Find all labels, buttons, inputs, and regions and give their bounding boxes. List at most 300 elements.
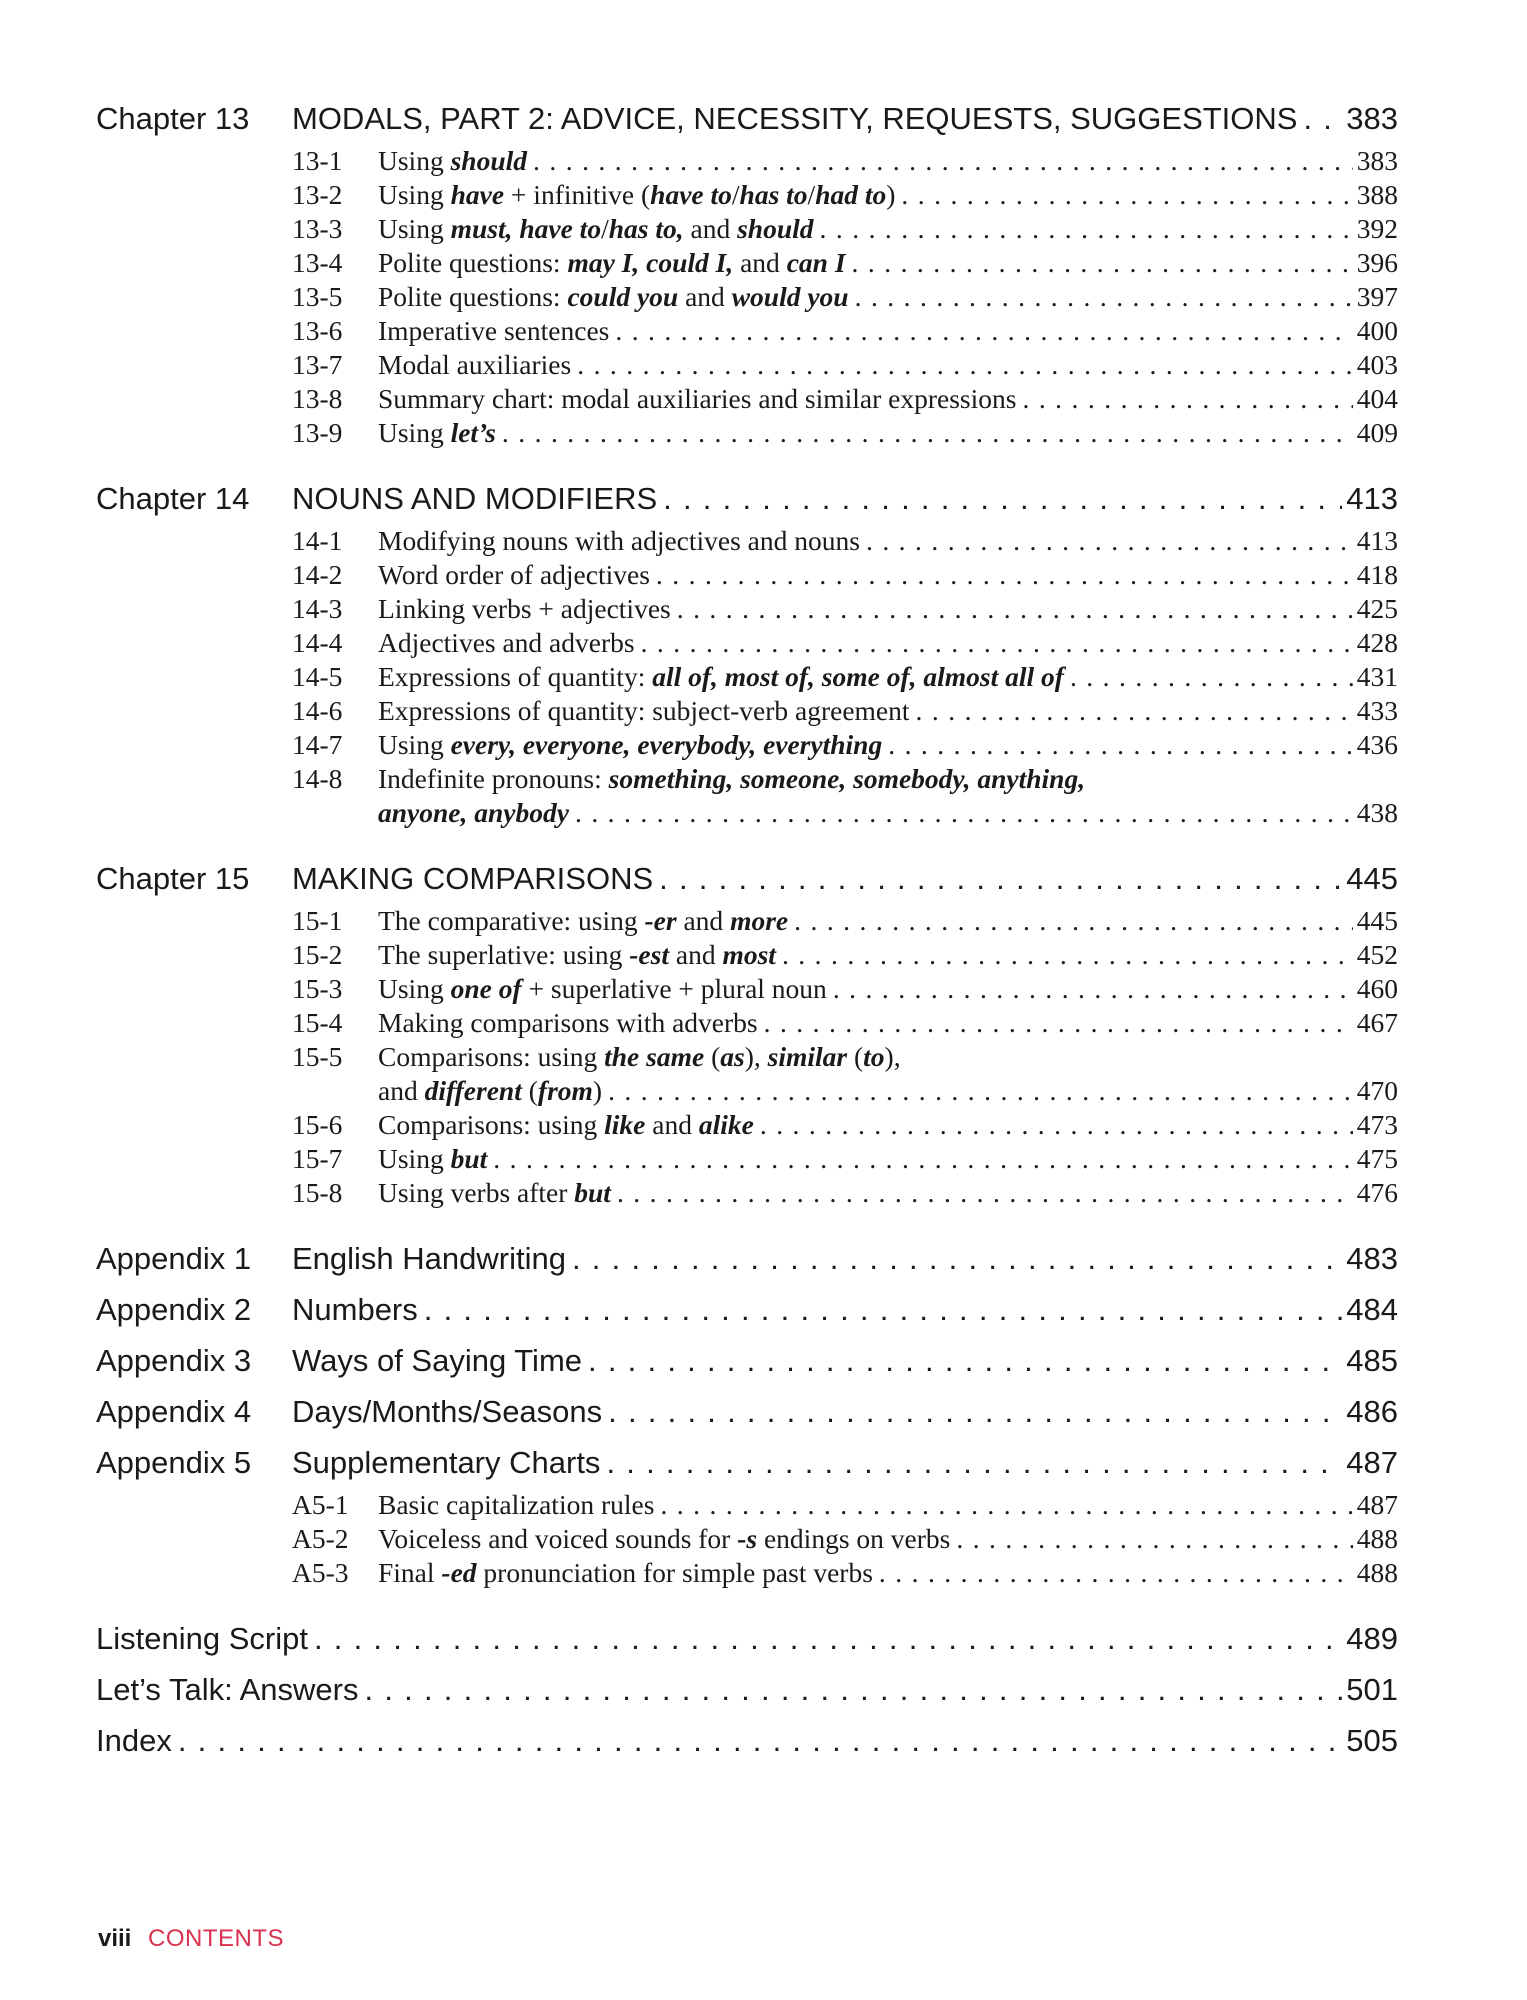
section-title [378, 904, 794, 938]
emphasis-term [451, 973, 522, 1004]
title-text: Summary chart: modal auxiliaries and similar expressions [378, 383, 1017, 414]
entry-label: Appendix 4 [96, 1394, 252, 1429]
title-text: and [678, 281, 732, 312]
title-text: Basic capitalization rules [378, 1489, 655, 1520]
dot-leader [606, 1444, 1342, 1482]
entry-heading[interactable] [96, 1240, 1398, 1278]
emphasis-term [451, 729, 883, 760]
section-list [292, 524, 1398, 830]
section-entry[interactable] [292, 938, 1398, 972]
section-number: 14-6 [292, 695, 343, 726]
section-entry[interactable] [292, 246, 1398, 280]
emphasis-italic: may I, could I, [567, 247, 734, 278]
section-number: 15-2 [292, 939, 343, 970]
entry-page-number: 489 [1346, 1621, 1398, 1656]
section-page-number: 452 [1356, 939, 1398, 970]
section-number: 15-3 [292, 973, 343, 1004]
dot-leader [663, 480, 1342, 518]
dot-leader [572, 1240, 1342, 1278]
section-page-number: 431 [1356, 661, 1398, 692]
chapter-heading[interactable] [96, 860, 1398, 898]
emphasis-term [451, 213, 602, 244]
section-number: 14-3 [292, 593, 343, 624]
dot-leader [577, 348, 1353, 382]
title-text: pronunciation for simple past verbs [476, 1557, 873, 1588]
section-title [378, 1176, 617, 1210]
title-text: Modal auxiliaries [378, 349, 572, 380]
title-text: The comparative: using [378, 905, 645, 936]
section-list [292, 904, 1398, 1210]
section-title [378, 416, 502, 450]
section-entry-continued[interactable] [292, 796, 1398, 830]
footer-section-label: CONTENTS [148, 1925, 285, 1952]
dot-leader [502, 416, 1353, 450]
dot-leader [1303, 100, 1342, 138]
emphasis-italic: -est [629, 939, 669, 970]
section-entry[interactable] [292, 1522, 1398, 1556]
emphasis-italic: different [424, 1075, 522, 1106]
section-number: 15-7 [292, 1143, 343, 1174]
emphasis-term [730, 905, 788, 936]
title-text: / [601, 213, 609, 244]
emphasis-term [740, 179, 808, 210]
section-title [378, 144, 533, 178]
dot-leader [588, 1342, 1342, 1380]
emphasis-italic: must, have to [450, 213, 602, 244]
emphasis-italic: every, everyone, everybody, everything [450, 729, 883, 760]
section-entry[interactable] [292, 728, 1398, 762]
section-title [378, 212, 820, 246]
appendix-block [96, 1291, 1398, 1329]
section-number: 14-8 [292, 763, 343, 794]
section-entry[interactable] [292, 1176, 1398, 1210]
title-text: and [645, 1109, 699, 1140]
entry-label: Chapter 13 [96, 101, 250, 136]
dot-leader [608, 1074, 1353, 1108]
emphasis-term [451, 179, 504, 210]
entry-title: Numbers [292, 1292, 418, 1327]
title-text: Comparisons: using [378, 1109, 605, 1140]
entry-heading[interactable] [96, 1444, 1398, 1482]
title-text: and [733, 247, 787, 278]
emphasis-term [720, 1041, 744, 1072]
section-page-number: 467 [1356, 1007, 1398, 1038]
dot-leader [659, 860, 1342, 898]
dot-leader [820, 212, 1353, 246]
section-page-number: 475 [1356, 1143, 1398, 1174]
entry-title: Index [96, 1723, 172, 1758]
section-title [378, 694, 916, 728]
title-text: ( [521, 1075, 538, 1106]
emphasis-term [604, 1041, 704, 1072]
section-title [378, 626, 641, 660]
chapter-block [96, 480, 1398, 830]
section-entry[interactable] [292, 1006, 1398, 1040]
section-page-number: 413 [1356, 525, 1398, 556]
section-entry[interactable] [292, 1556, 1398, 1590]
section-entry[interactable] [292, 972, 1398, 1006]
dot-leader [764, 1006, 1353, 1040]
emphasis-italic: have [450, 179, 505, 210]
title-text: Comparisons: using [378, 1041, 605, 1072]
section-title [378, 1040, 901, 1074]
dot-leader [956, 1522, 1352, 1556]
title-text: Using [378, 145, 451, 176]
section-number: 14-4 [292, 627, 343, 658]
emphasis-term [538, 1075, 593, 1106]
dot-leader [608, 1393, 1342, 1431]
emphasis-italic: but [450, 1143, 488, 1174]
section-title [378, 314, 615, 348]
section-entry[interactable] [292, 382, 1398, 416]
emphasis-term [425, 1075, 522, 1106]
emphasis-italic: the same [604, 1041, 705, 1072]
emphasis-italic: could you [567, 281, 679, 312]
page-footer [98, 1925, 284, 1953]
section-number: 13-1 [292, 145, 343, 176]
dot-leader [178, 1722, 1342, 1760]
emphasis-term [378, 797, 569, 828]
section-page-number: 445 [1356, 905, 1398, 936]
section-entry[interactable] [292, 1108, 1398, 1142]
entry-title: Let’s Talk: Answers [96, 1672, 359, 1707]
chapter-heading[interactable] [96, 100, 1398, 138]
section-title-continued [378, 1074, 608, 1108]
section-number: 15-5 [292, 1041, 343, 1072]
section-title [378, 1522, 956, 1556]
dot-leader [782, 938, 1353, 972]
dot-leader [866, 524, 1353, 558]
entry-page-number: 413 [1346, 481, 1398, 516]
section-title [378, 280, 855, 314]
section-title [378, 1006, 764, 1040]
section-list [292, 1488, 1398, 1590]
section-title [378, 178, 901, 212]
title-text: Final [378, 1557, 442, 1588]
title-text: Adjectives and adverbs [378, 627, 635, 658]
emphasis-italic: can I [786, 247, 846, 278]
emphasis-term [815, 179, 886, 210]
title-text: ( [704, 1041, 721, 1072]
emphasis-italic: to [863, 1041, 885, 1072]
emphasis-term [451, 145, 527, 176]
section-entry[interactable] [292, 314, 1398, 348]
emphasis-term [609, 213, 684, 244]
backmatter-block [96, 1722, 1398, 1760]
title-text: Expressions of quantity: subject-verb agreement [378, 695, 910, 726]
dot-leader [533, 144, 1353, 178]
emphasis-term [574, 1177, 611, 1208]
dot-leader [575, 796, 1353, 830]
section-entry[interactable] [292, 558, 1398, 592]
emphasis-italic: most [722, 939, 776, 970]
emphasis-term [737, 1523, 757, 1554]
entry-title: NOUNS AND MODIFIERS [292, 481, 658, 516]
section-title [378, 1556, 879, 1590]
section-entry[interactable] [292, 592, 1398, 626]
entry-label: Chapter 15 [96, 861, 250, 896]
section-entry[interactable] [292, 1488, 1398, 1522]
dot-leader [794, 904, 1353, 938]
section-entry[interactable] [292, 660, 1398, 694]
emphasis-term [441, 1557, 476, 1588]
section-title [378, 348, 577, 382]
dot-leader [660, 1488, 1352, 1522]
section-number: 13-8 [292, 383, 343, 414]
emphasis-italic: alike [698, 1109, 754, 1140]
section-page-number: 403 [1356, 349, 1398, 380]
section-number: A5-3 [292, 1557, 349, 1588]
appendix-block [96, 1240, 1398, 1278]
section-page-number: 433 [1356, 695, 1398, 726]
title-text: Using [378, 973, 451, 1004]
section-entry[interactable] [292, 178, 1398, 212]
dot-leader [916, 694, 1353, 728]
section-entry[interactable] [292, 416, 1398, 450]
section-page-number: 400 [1356, 315, 1398, 346]
section-page-number: 487 [1356, 1489, 1398, 1520]
title-text: + infinitive ( [504, 179, 651, 210]
entry-label: Appendix 1 [96, 1241, 252, 1276]
section-entry[interactable] [292, 348, 1398, 382]
section-title [378, 558, 656, 592]
entry-page-number: 486 [1346, 1394, 1398, 1429]
section-title [378, 1108, 760, 1142]
emphasis-italic: anyone, anybody [378, 797, 569, 828]
section-number: 14-7 [292, 729, 343, 760]
section-entry[interactable] [292, 280, 1398, 314]
title-text: Making comparisons with adverbs [378, 1007, 758, 1038]
section-page-number: 396 [1356, 247, 1398, 278]
section-title [378, 762, 1085, 796]
emphasis-term [451, 1143, 488, 1174]
section-page-number: 428 [1356, 627, 1398, 658]
section-page-number: 397 [1356, 281, 1398, 312]
entry-page-number: 383 [1346, 101, 1398, 136]
section-page-number: 473 [1356, 1109, 1398, 1140]
entry-title: MAKING COMPARISONS [292, 861, 654, 896]
emphasis-italic: from [537, 1075, 593, 1106]
emphasis-term [652, 661, 1064, 692]
section-number: 15-1 [292, 905, 343, 936]
title-text: endings on verbs [757, 1523, 951, 1554]
section-entry[interactable] [292, 1142, 1398, 1176]
entry-title: Supplementary Charts [292, 1445, 601, 1480]
section-list [292, 144, 1398, 450]
section-entry[interactable] [292, 694, 1398, 728]
section-number: A5-1 [292, 1489, 349, 1520]
emphasis-italic: should [737, 213, 814, 244]
section-entry[interactable] [292, 144, 1398, 178]
dot-leader [879, 1556, 1353, 1590]
section-number: A5-2 [292, 1523, 349, 1554]
title-text: Indefinite pronouns: [378, 763, 609, 794]
emphasis-term [787, 247, 846, 278]
emphasis-term [768, 1041, 847, 1072]
section-page-number: 388 [1356, 179, 1398, 210]
title-text: Using [378, 213, 451, 244]
entry-title: Listening Script [96, 1621, 308, 1656]
title-text: Using [378, 729, 451, 760]
entry-page-number: 485 [1346, 1343, 1398, 1378]
backmatter-list [96, 1620, 1398, 1760]
entry-page-number: 445 [1346, 861, 1398, 896]
entry-page-number: 487 [1346, 1445, 1398, 1480]
emphasis-term [451, 417, 496, 448]
title-text: Using verbs after [378, 1177, 575, 1208]
section-number: 13-2 [292, 179, 343, 210]
section-title [378, 660, 1070, 694]
emphasis-term [722, 939, 775, 970]
title-text: Expressions of quantity: [378, 661, 653, 692]
emphasis-italic: -er [644, 905, 677, 936]
appendix-block [96, 1444, 1398, 1590]
dot-leader [615, 314, 1352, 348]
title-text: Polite questions: [378, 247, 568, 278]
entry-label: Appendix 2 [96, 1292, 252, 1327]
emphasis-term [567, 247, 733, 278]
emphasis-term [604, 1109, 645, 1140]
title-text: and [676, 905, 731, 936]
emphasis-italic: similar [767, 1041, 848, 1072]
section-entry[interactable] [292, 626, 1398, 660]
entry-heading[interactable] [96, 1620, 1398, 1658]
section-number: 15-8 [292, 1177, 343, 1208]
entry-label: Chapter 14 [96, 481, 250, 516]
dot-leader [833, 972, 1353, 1006]
emphasis-term [732, 281, 849, 312]
dot-leader [641, 626, 1353, 660]
section-entry-continued[interactable] [292, 1074, 1398, 1108]
section-number: 14-1 [292, 525, 343, 556]
emphasis-term [737, 213, 813, 244]
emphasis-italic: should [450, 145, 528, 176]
section-number: 14-2 [292, 559, 343, 590]
emphasis-italic: like [604, 1109, 646, 1140]
section-number: 13-3 [292, 213, 343, 244]
section-entry[interactable] [292, 762, 1398, 796]
emphasis-italic: something, someone, somebody, anything, [608, 763, 1086, 794]
section-page-number: 436 [1356, 729, 1398, 760]
emphasis-italic: -ed [441, 1557, 477, 1588]
title-text: Polite questions: [378, 281, 568, 312]
section-title [378, 592, 677, 626]
section-page-number: 460 [1356, 973, 1398, 1004]
dot-leader [493, 1142, 1352, 1176]
section-title [378, 1142, 493, 1176]
dot-leader [617, 1176, 1353, 1210]
section-entry[interactable] [292, 524, 1398, 558]
entry-page-number: 483 [1346, 1241, 1398, 1276]
section-title [378, 728, 888, 762]
dot-leader [1070, 660, 1353, 694]
entry-title: Days/Months/Seasons [292, 1394, 603, 1429]
appendices-list [96, 1240, 1398, 1590]
section-number: 13-5 [292, 281, 343, 312]
dot-leader [424, 1291, 1343, 1329]
emphasis-term [863, 1041, 884, 1072]
entry-heading[interactable] [96, 1291, 1398, 1329]
section-title [378, 1488, 660, 1522]
title-text: Using [378, 417, 451, 448]
title-text: ( [847, 1041, 864, 1072]
section-entry[interactable] [292, 212, 1398, 246]
title-text: + superlative + plural noun [521, 973, 827, 1004]
entry-heading[interactable] [96, 1722, 1398, 1760]
title-text: Imperative sentences [378, 315, 610, 346]
emphasis-term [650, 179, 732, 210]
section-title-continued [378, 796, 575, 830]
section-title [378, 972, 833, 1006]
entry-title: English Handwriting [292, 1241, 566, 1276]
dot-leader [677, 592, 1353, 626]
title-text: Using [378, 1143, 451, 1174]
emphasis-term [629, 939, 669, 970]
section-number: 15-6 [292, 1109, 343, 1140]
title-text: The superlative: using [378, 939, 630, 970]
section-page-number: 404 [1356, 383, 1398, 414]
backmatter-block [96, 1620, 1398, 1658]
entry-page-number: 484 [1346, 1292, 1398, 1327]
section-number: 13-4 [292, 247, 343, 278]
chapter-heading[interactable] [96, 480, 1398, 518]
section-page-number: 418 [1356, 559, 1398, 590]
title-text: ), [884, 1041, 901, 1072]
entry-heading[interactable] [96, 1342, 1398, 1380]
section-number: 14-5 [292, 661, 343, 692]
emphasis-italic: let’s [450, 417, 496, 448]
title-text: / [807, 179, 816, 210]
section-page-number: 392 [1356, 213, 1398, 244]
appendix-block [96, 1393, 1398, 1431]
footer-page-number: viii [98, 1925, 132, 1952]
entry-label: Appendix 5 [96, 1445, 252, 1480]
table-of-contents [96, 100, 1398, 1773]
dot-leader [365, 1671, 1343, 1709]
section-page-number: 409 [1356, 417, 1398, 448]
dot-leader [852, 246, 1353, 280]
section-title [378, 938, 782, 972]
section-page-number: 488 [1356, 1557, 1398, 1588]
emphasis-italic: has to, [608, 213, 684, 244]
section-entry[interactable] [292, 904, 1398, 938]
emphasis-term [645, 905, 677, 936]
section-number: 13-9 [292, 417, 343, 448]
chapters-list [96, 100, 1398, 1210]
title-text: ), [744, 1041, 768, 1072]
dot-leader [901, 178, 1352, 212]
section-entry[interactable] [292, 1040, 1398, 1074]
entry-page-number: 501 [1346, 1672, 1398, 1707]
backmatter-block [96, 1671, 1398, 1709]
section-number: 15-4 [292, 1007, 343, 1038]
section-page-number: 470 [1356, 1075, 1398, 1106]
emphasis-term [567, 281, 678, 312]
entry-heading[interactable] [96, 1671, 1398, 1709]
section-page-number: 425 [1356, 593, 1398, 624]
section-page-number: 476 [1356, 1177, 1398, 1208]
entry-heading[interactable] [96, 1393, 1398, 1431]
emphasis-term [609, 763, 1085, 794]
emphasis-italic: would you [731, 281, 849, 312]
section-title [378, 382, 1022, 416]
section-number: 13-7 [292, 349, 343, 380]
emphasis-italic: has to [739, 179, 808, 210]
chapter-block [96, 100, 1398, 450]
section-number: 13-6 [292, 315, 343, 346]
title-text: Using [378, 179, 451, 210]
emphasis-term [699, 1109, 754, 1140]
